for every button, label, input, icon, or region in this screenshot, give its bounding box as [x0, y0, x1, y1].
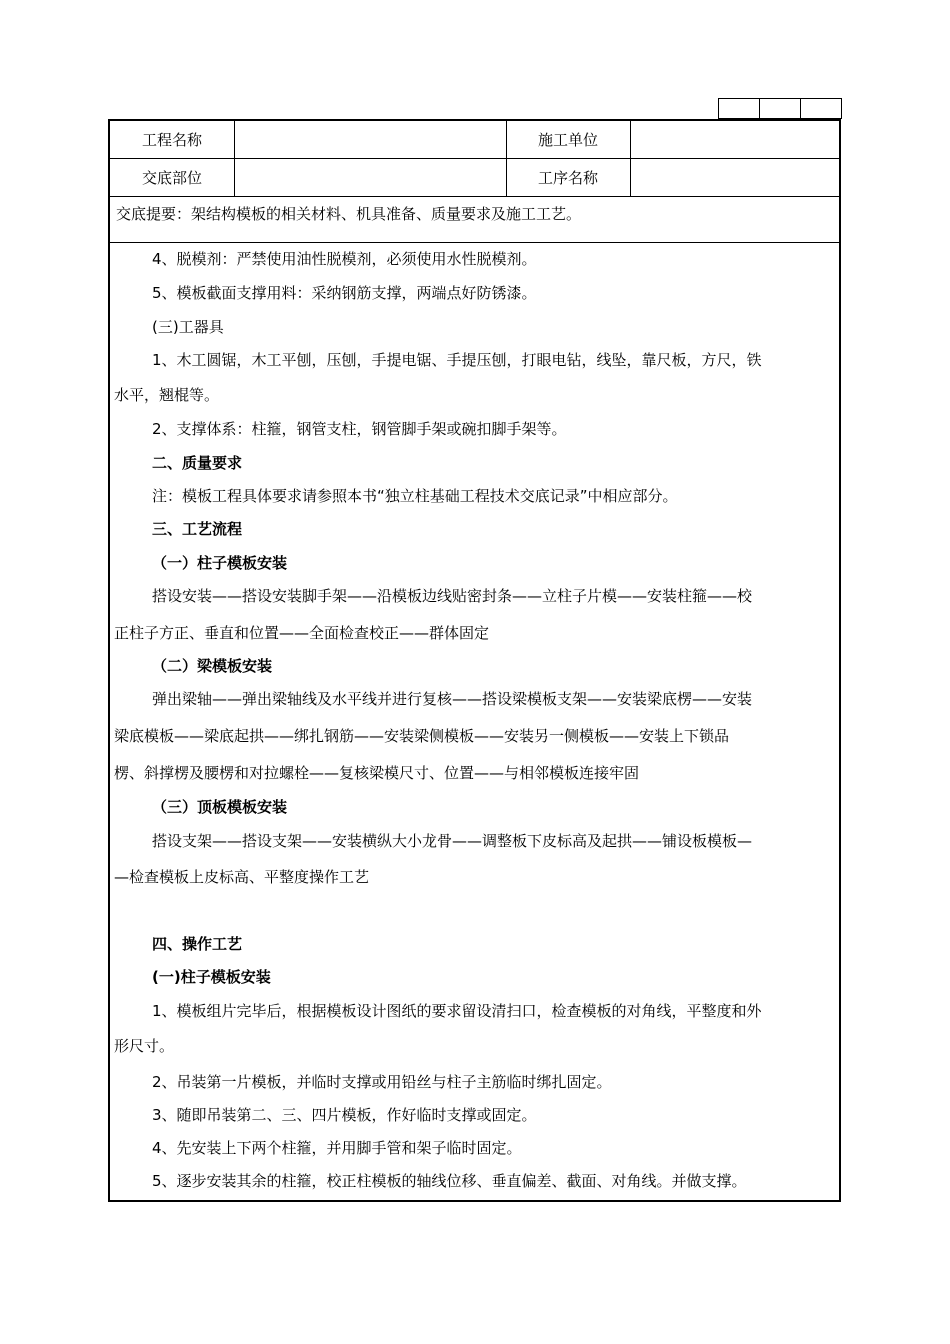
subsection-heading: (一)柱子模板安装 [152, 968, 271, 986]
body-line: 2、吊装第一片模板，并临时支撑或用铅丝与柱子主筋临时绑扎固定。 [152, 1073, 612, 1091]
body-line: 5、模板截面支撑用料：采纳钢筋支撑，两端点好防锈漆。 [152, 284, 537, 302]
body-line: 4、先安装上下两个柱箍，并用脚手管和架子临时固定。 [152, 1139, 522, 1157]
subsection-heading: （二）梁模板安装 [152, 657, 273, 675]
handover-part-field[interactable] [234, 159, 507, 196]
body-line: (三)工器具 [152, 318, 224, 336]
page-box [759, 98, 800, 119]
body-line: 形尺寸。 [114, 1037, 175, 1055]
subsection-heading: （一）柱子模板安装 [152, 554, 288, 572]
body-line: 正柱子方正、垂直和位置——全面检查校正——群体固定 [114, 624, 490, 642]
project-name-field[interactable] [234, 121, 507, 158]
body-line: 1、木工圆锯，木工平刨，压刨，手提电锯、手提压刨，打眼电钻，线坠，靠尺板，方尺，铁 [152, 351, 762, 369]
construction-unit-label: 施工单位 [506, 121, 631, 158]
construction-unit-field[interactable] [630, 121, 841, 158]
body-line: 3、随即吊装第二、三、四片模板，作好临时支撑或固定。 [152, 1106, 537, 1124]
handover-record-table [108, 119, 841, 1202]
body-line: 弹出梁轴——弹出梁轴线及水平线并进行复核——搭设梁模板支架——安装梁底楞——安装 [152, 690, 753, 708]
project-name-label: 工程名称 [110, 121, 235, 158]
section-heading: 四、操作工艺 [152, 935, 243, 953]
page-number-boxes [718, 98, 842, 119]
header-row-2 [110, 159, 839, 197]
process-name-field[interactable] [630, 159, 841, 196]
body-line: 4、脱模剂：严禁使用油性脱模剂，必须使用水性脱模剂。 [152, 250, 537, 268]
section-heading: 二、质量要求 [152, 454, 243, 472]
body-line: 搭设支架——搭设支架——安装横纵大小龙骨——调整板下皮标高及起拱——铺设板模板— [152, 832, 753, 850]
page-box [718, 98, 759, 119]
body-line: 5、逐步安装其余的柱箍，校正柱模板的轴线位移、垂直偏差、截面、对角线。并做支撑。 [152, 1172, 747, 1190]
body-line: 2、支撑体系：柱箍，钢管支柱，钢管脚手架或碗扣脚手架等。 [152, 420, 567, 438]
body-line: 楞、斜撑楞及腰楞和对拉螺栓——复核梁模尺寸、位置——与相邻模板连接牢固 [114, 764, 640, 782]
process-name-label: 工序名称 [506, 159, 631, 196]
body-line: —检查模板上皮标高、平整度操作工艺 [114, 868, 370, 886]
header-row-1 [110, 121, 839, 159]
body-line: 梁底模板——梁底起拱——绑扎钢筋——安装梁侧模板——安装另一侧模板——安装上下锁品 [114, 727, 730, 745]
handover-part-label: 交底部位 [110, 159, 235, 196]
handover-summary: 交底提要：架结构模板的相关材料、机具准备、质量要求及施工工艺。 [110, 197, 839, 243]
body-line: 水平，翘棍等。 [114, 386, 220, 404]
body-line: 1、模板组片完毕后，根据模板设计图纸的要求留设清扫口，检查模板的对角线，平整度和外 [152, 1002, 762, 1020]
page-box [800, 98, 842, 119]
body-line: 注：模板工程具体要求请参照本书“独立柱基础工程技术交底记录”中相应部分。 [152, 487, 678, 505]
subsection-heading: （三）顶板模板安装 [152, 798, 288, 816]
section-heading: 三、工艺流程 [152, 520, 243, 538]
body-line: 搭设安装——搭设安装脚手架——沿模板边线贴密封条——立柱子片模——安装柱箍——校 [152, 587, 753, 605]
